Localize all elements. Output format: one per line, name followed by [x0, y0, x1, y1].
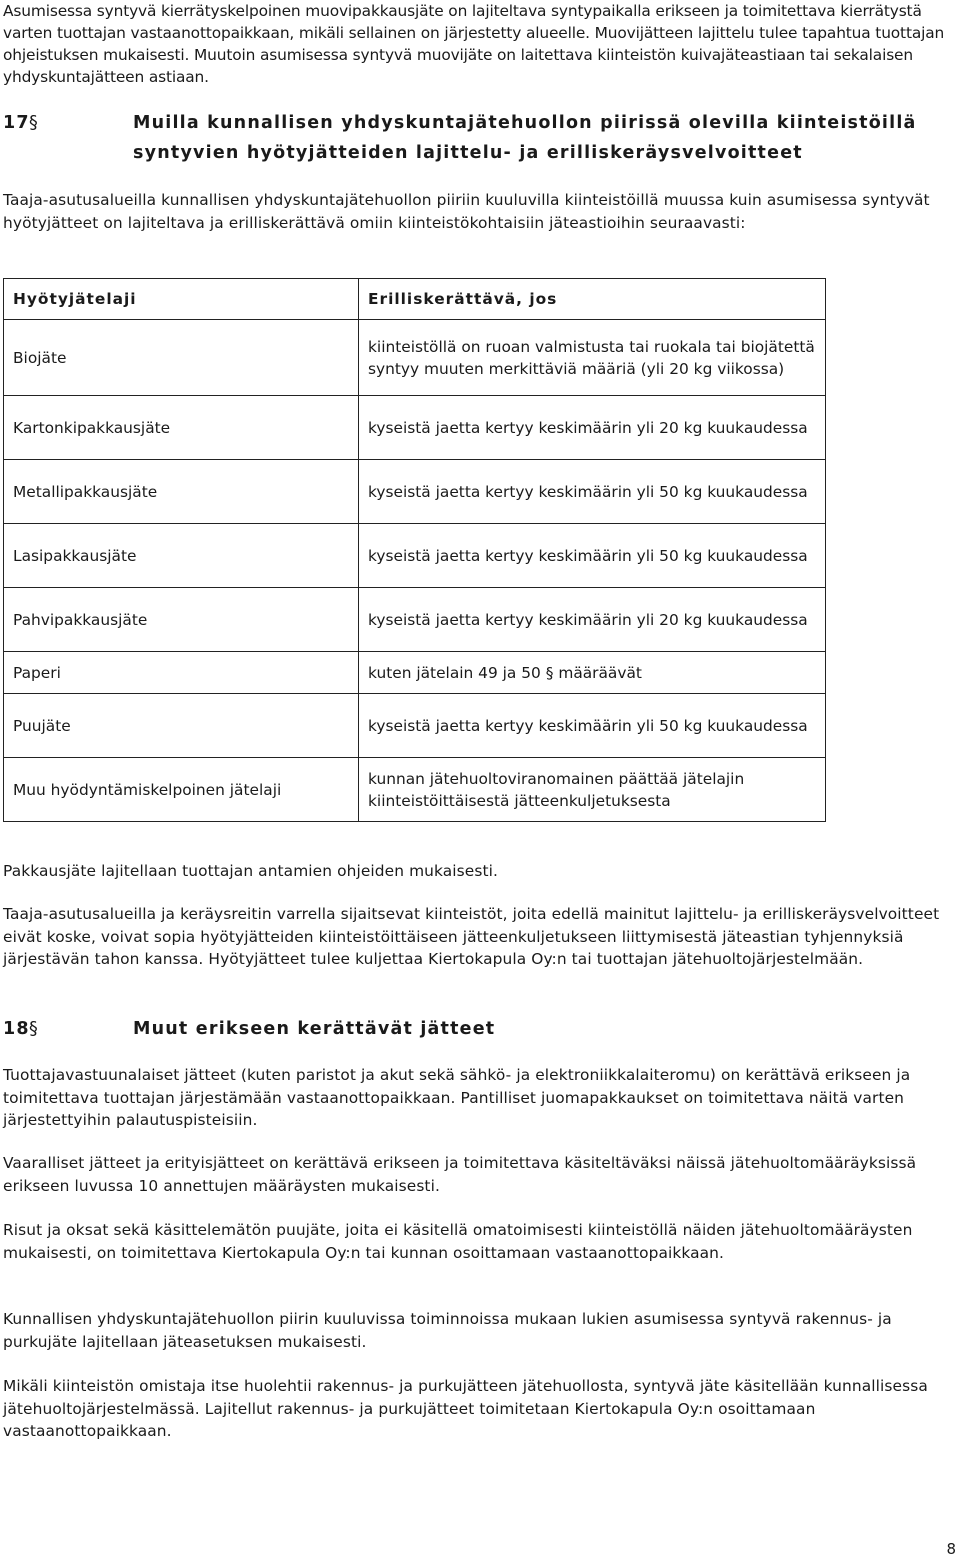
table-row: [4, 588, 826, 652]
condition-cell: kunnan jätehuoltoviranomainen päättää jätelajin kiinteistöittäisestä jätteenkuljetuksesta: [359, 758, 826, 822]
waste-type-cell: Metallipakkausjäte: [4, 460, 359, 524]
section-17-title: Muilla kunnallisen yhdyskuntajätehuollon piirissä olevilla kiinteistöillä syntyvien hyötyjätteiden lajittelu- ja erilliskeräysvelvoitteet: [133, 113, 917, 163]
section-18-title: Muut erikseen kerättävät jätteet: [133, 1019, 496, 1039]
section-18-heading: [3, 1014, 953, 1044]
table-row: [4, 524, 826, 588]
table-header-row: [4, 279, 826, 320]
table-row: [4, 460, 826, 524]
waste-type-cell: Paperi: [4, 652, 359, 694]
section-18-symbol: §: [29, 1019, 39, 1039]
section-18-paragraph: Tuottajavastuunalaiset jätteet (kuten paristot ja akut sekä sähkö- ja elektroniikkalaiteromu) on kerättävä erikseen ja toimitettava tuottajan järjestämään vastaanottopaikkaan. Pantilliset juomapakkaukset on toimitettava näitä varten järjestettyihin palautuspisteisiin.: [3, 1066, 911, 1129]
table-row: [4, 396, 826, 460]
condition-cell: kyseistä jaetta kertyy keskimäärin yli 50 kg kuukaudessa: [359, 524, 826, 588]
column-header-type: Hyötyjätelaji: [4, 279, 359, 320]
section-18-number: 18: [3, 1019, 30, 1039]
section-17-number: 17: [3, 113, 30, 133]
page-number: 8: [946, 1540, 956, 1558]
table-row: [4, 758, 826, 822]
condition-cell: kyseistä jaetta kertyy keskimäärin yli 50 kg kuukaudessa: [359, 460, 826, 524]
table-row: [4, 694, 826, 758]
section-18-paragraph: Mikäli kiinteistön omistaja itse huolehtii rakennus- ja purkujätteen jätehuollosta, syntyvä jäte käsitellään kunnallisessa jätehuoltojärjestelmässä. Lajitellut rakennus- ja purkujätteet toimitetaan Kiertokapula Oy:n osoittamaan vastaanottopaikkaan.: [3, 1377, 928, 1440]
condition-cell: kiinteistöllä on ruoan valmistusta tai ruokala tai biojätettä syntyy muuten merkittäviä määriä (yli 20 kg viikossa): [359, 320, 826, 396]
condition-cell: kyseistä jaetta kertyy keskimäärin yli 50 kg kuukaudessa: [359, 694, 826, 758]
waste-type-cell: Kartonkipakkausjäte: [4, 396, 359, 460]
waste-type-cell: Puujäte: [4, 694, 359, 758]
column-header-condition: Erilliskerättävä, jos: [359, 279, 826, 320]
intro-paragraph: Asumisessa syntyvä kierrätyskelpoinen muovipakkausjäte on lajiteltava syntypaikalla erikseen ja toimitettava kierrätystä varten tuottajan vastaanottopaikkaan, mikäli sellainen on järjestetty alueelle. Muovijätteen lajittelu tulee tapahtua tuottajan ohjeistuksen mukaisesti. Muutoin asumisessa syntyvä muovijäte on laitettava kiinteistön kuivajäteastiaan tai sekalaisen yhdyskuntajätteen astiaan.: [3, 2, 945, 86]
section-17-heading: [3, 108, 953, 170]
section-17-lead: Taaja-asutusalueilla kunnallisen yhdyskuntajätehuollon piiriin kuuluvilla kiinteistöillä muussa kuin asumisessa syntyvät hyötyjätteet on lajiteltava ja erilliskerättävä omiin kiinteistökohtaisiin jäteastioihin seuraavasti:: [3, 191, 930, 232]
table-row: [4, 652, 826, 694]
section-18-paragraph: Risut ja oksat sekä käsittelemätön puujäte, joita ei käsitellä omatoimisesti kiinteistöllä näiden jätehuoltomääräysten mukaisesti, on toimitettava Kiertokapula Oy:n tai kunnan osoittamaan vastaanottopaikkaan.: [3, 1221, 913, 1262]
condition-cell: kyseistä jaetta kertyy keskimäärin yli 20 kg kuukaudessa: [359, 396, 826, 460]
section-17-symbol: §: [29, 113, 39, 133]
waste-type-cell: Lasipakkausjäte: [4, 524, 359, 588]
waste-type-cell: Muu hyödyntämiskelpoinen jätelaji: [4, 758, 359, 822]
waste-type-cell: Biojäte: [4, 320, 359, 396]
waste-type-cell: Pahvipakkausjäte: [4, 588, 359, 652]
table-row: [4, 320, 826, 396]
condition-cell: kuten jätelain 49 ja 50 § määräävät: [359, 652, 826, 694]
section-18-paragraph: Vaaralliset jätteet ja erityisjätteet on kerättävä erikseen ja toimitettava käsiteltäväksi näissä jätehuoltomääräyksissä erikseen luvussa 10 annettujen määräysten mukaisesti.: [3, 1154, 917, 1195]
packaging-note: Pakkausjäte lajitellaan tuottajan antamien ohjeiden mukaisesti.: [3, 862, 498, 880]
section-18-paragraph: Kunnallisen yhdyskuntajätehuollon piirin kuuluvissa toiminnoissa mukaan lukien asumisessa syntyvä rakennus- ja purkujäte lajitellaan jäteasetuksen mukaisesti.: [3, 1310, 892, 1351]
condition-cell: kyseistä jaetta kertyy keskimäärin yli 20 kg kuukaudessa: [359, 588, 826, 652]
collection-route-paragraph: Taaja-asutusalueilla ja keräysreitin varrella sijaitsevat kiinteistöt, joita edellä mainitut lajittelu- ja erilliskeräysvelvoitteet eivät koske, voivat sopia hyötyjätteiden kiinteistöittäiseen jätteenkuljetukseen liittymisestä jäteastian tyhjennyksiä järjestävän tahon kanssa. Hyötyjätteet tulee kuljettaa Kiertokapula Oy:n tai tuottajan jätehuoltojärjestelmään.: [3, 905, 940, 968]
waste-sorting-table: [3, 278, 826, 822]
